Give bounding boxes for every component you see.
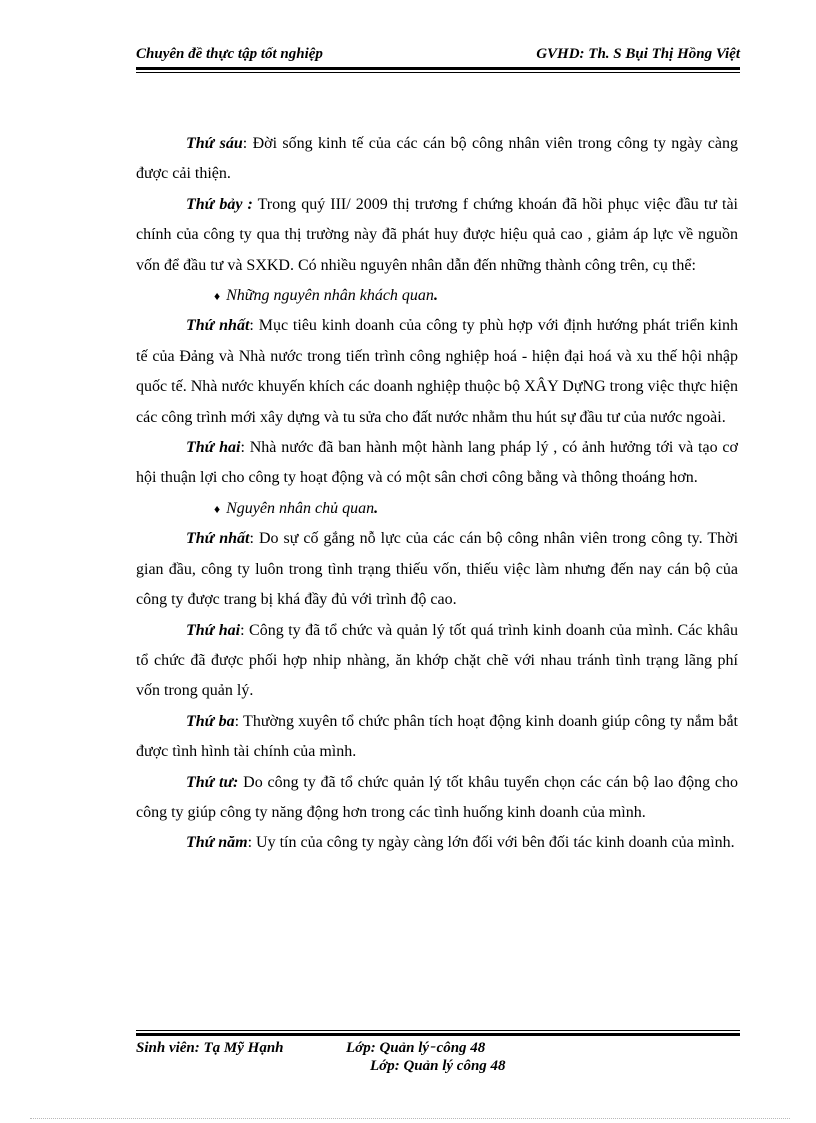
document-body: [136, 129, 738, 859]
paragraph: Thứ nhất: Mục tiêu kinh doanh của công ty phù hợp với định hướng phát triển kinh tế của Đảng và Nhà nước trong tiến trình công nghiệp hoá - hiện đại hoá và xu thế hội nhập quốc tế. Nhà nước khuyến khích các doanh nghiệp thuộc bộ XÂY DựNG trong việc thực hiện các công trình mới xây dựng và tu sửa cho đất nước nhằm thu hút sự đầu tư của nước ngoài.: [136, 317, 738, 426]
paragraph: Thứ tư: Do công ty đã tổ chức quản lý tốt khâu tuyển chọn các cán bộ lao động cho công ty giúp công ty năng động hơn trong các tình huống kinh doanh của mình.: [136, 773, 738, 821]
page-edge-dotted-line: [30, 1118, 790, 1119]
footer-class-overlap: Lớp: Quản lý ̵ công 48: [346, 1040, 486, 1056]
footer-rule: [136, 1030, 740, 1038]
paragraph: Thứ nhất: Do sự cố gắng nỗ lực của các cán bộ công nhân viên trong công ty. Thời gian đầu, công ty luôn trong tình trạng thiếu vốn, thiếu việc làm nhưng đến nay cán bộ của công ty được trang bị khá đầy đủ với trình độ cao.: [136, 530, 739, 609]
page-header: [136, 46, 740, 68]
diamond-bullet-icon: ♦: [214, 501, 221, 516]
diamond-bullet-icon: ♦: [214, 289, 221, 304]
paragraph: Thứ năm: Uy tín của công ty ngày càng lớn đối với bên đối tác kinh doanh của mình.: [186, 834, 735, 852]
section-bullet: ♦ Những nguyên nhân khách quan.: [214, 287, 438, 305]
paragraph: Thứ sáu: Đời sống kinh tế của các cán bộ công nhân viên trong công ty ngày càng được cải thiện.: [136, 135, 738, 183]
paragraph: Thứ hai: Công ty đã tổ chức và quản lý tốt quá trình kinh doanh của mình. Các khâu tổ chức đã được phối hợp nhip nhàng, ăn khớp chặt chẽ với nhau tránh tình trạng lãng phí vốn trong quản lý.: [136, 621, 738, 700]
paragraph: Thứ ba: Thường xuyên tổ chức phân tích hoạt động kinh doanh giúp công ty nắm bắt được tình hình tài chính của mình.: [136, 712, 738, 761]
header-rule: [136, 67, 740, 75]
paragraph: Thứ bảy : Trong quý III/ 2009 thị trương f chứng khoán đã hồi phục việc đầu tư tài chính của công ty qua thị trường này đã phát huy được hiệu quả cao , giảm áp lực về nguồn vốn để đầu tư và SXKD. Có nhiều nguyên nhân dẫn đến những thành công trên, cụ thể:: [136, 195, 738, 274]
paragraph: Thứ hai: Nhà nước đã ban hành một hành lang pháp lý , có ảnh hưởng tới và tạo cơ hội thuận lợi cho công ty hoạt động và có một sân chơi công bằng và thông thoáng hơn.: [136, 439, 738, 487]
footer-class: Lớp: Quản lý công 48: [370, 1058, 506, 1074]
header-advisor: GVHD: Th. S Bụi Thị Hồng Việt: [536, 46, 740, 62]
footer-student: Sinh viên: Tạ Mỹ Hạnh: [136, 1040, 284, 1056]
header-title: Chuyên đề thực tập tốt nghiệp: [136, 46, 323, 62]
section-bullet: ♦ Nguyên nhân chủ quan.: [214, 499, 379, 517]
